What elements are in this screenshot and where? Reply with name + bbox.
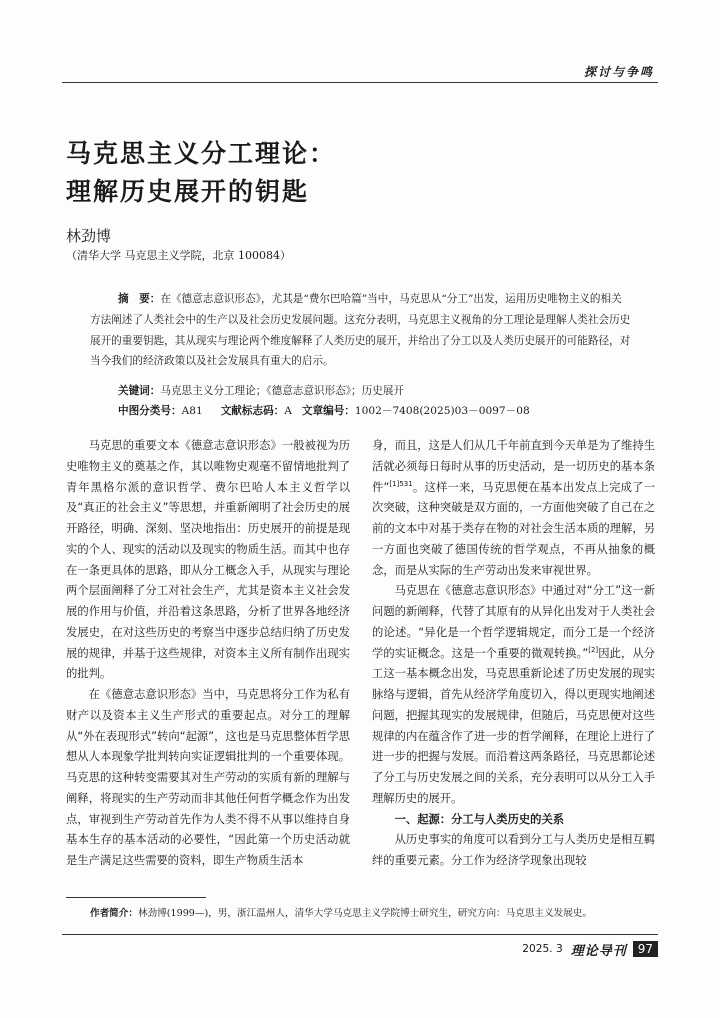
abstract-text: 在《德意志意识形态》，尤其是“费尔巴哈篇”当中，马克思从“分工”出发，运用历史唯物主义的相关方法阐述了人类社会中的生产以及社会历史发展问题。这充分表明，马克思主义视角的分工理论是理解人类社会历史展开的重要钥匙，其从现实与理论两个维度解释了人类历史的展开，并给出了分工以及人类历史展开的可能路径，对当今我们的经济政策以及社会发展具有重大的启示。 [90, 293, 631, 368]
article-number-label: 文章编号： [301, 405, 355, 417]
paragraph: 身，而且，这是人们从几千年前直到今天单是为了维持生活就必须每日每时从事的历史活动，是一切历史的基本条件”$^{[1]531}$。这样一来，马克思便在基本出发点上完成了一次突破，这种突破是双方面的，一方面他突破了自己在之前的文本中对基于类存在物的对社会生活本质的理解，另一方面也突破了德国传统的哲学观点，不再从抽象的概念，而是从实际的生产劳动出发来审视世界。 [372, 439, 655, 577]
title-line-1: 马克思主义分工理论： [66, 139, 337, 168]
clc-value: A81 [181, 405, 203, 417]
title-line-2: 理解历史展开的钥匙 [66, 177, 310, 206]
abstract-label: 摘 要： [118, 293, 161, 305]
abstract [90, 289, 632, 372]
clc-label: 中图分类号： [118, 405, 182, 417]
body-column-right [372, 436, 655, 872]
citation-ref: [1]531 [389, 479, 413, 488]
footer-rule [62, 934, 658, 935]
page-footer [522, 940, 658, 958]
section-tag: 探讨与争鸣 [583, 65, 654, 79]
footnote-text: 林劲博(1999—)，男，浙江温州人，清华大学马克思主义学院博士研究生，研究方向：马克思主义发展史。 [137, 908, 592, 919]
keywords-text: 马克思主义分工理论；《德意志意识形态》；历史展开 [160, 385, 405, 397]
paragraph: 马克思的重要文本《德意志意识形态》一般被视为历史唯物主义的奠基之作，其以唯物史观毫不留情地批判了青年黑格尔派的意识哲学、费尔巴哈人本主义哲学以及“真正的社会主义”等思想，并重新阐明了社会历史的展开路径，明确、深刻、坚决地指出：历史展开的前提是现实的个人、现实的活动以及现实的物质生活。而其中也存在一条更具体的思路，即从分工概念入手，从现实与理论两个层面阐释了分工对社会生产，尤其是资本主义社会发展的作用与价值，并沿着这条思路，分析了世界各地经济发展史，在对这些历史的考察当中逐步总结归纳了历史发展的规律，并基于这些规律，对资本主义所有制作出现实的批判。 [66, 439, 350, 681]
doc-code-label: 文献标志码： [220, 405, 285, 417]
body-column-left [66, 436, 350, 872]
classification-line [118, 403, 530, 418]
footnote-rule [66, 897, 206, 898]
author-name: 林劲博 [66, 227, 112, 245]
section-heading: 一、起源：分工与人类历史的关系 [394, 812, 565, 826]
citation-ref: [2] [588, 645, 599, 654]
paragraph: 马克思在《德意志意识形态》中通过对“分工”这一新问题的新阐释，代替了其原有的从异化出发对于人类社会的论述。“异化是一个哲学逻辑规定，而分工是一个经济学的实证概念。这是一个重要的微观转换。”[2]因此，从分工这一基本概念出发，马克思重新论述了历史发展的现实脉络与逻辑，首先从经济学角度切入，得以更现实地阐述问题，把握其现实的发展规律，但随后，马克思便对这些规律的内在蕴含作了进一步的哲学阐释，在理论上进行了进一步的把握与发展。而沿着这两条路径，马克思都论述了分工与历史发展之间的关系，充分表明可以从分工入手理解历史的展开。 [372, 584, 655, 805]
author-affiliation: （清华大学 马克思主义学院，北京 100084） [66, 249, 291, 262]
paragraph: 从历史事实的角度可以看到分工与人类历史是相互羁绊的重要元素。分工作为经济学现象出现较 [372, 833, 655, 867]
article-number-value: 1002－7408(2025)03－0097－08 [354, 405, 530, 417]
page-number: 97 [633, 941, 658, 957]
keywords [118, 383, 404, 398]
keywords-label: 关键词： [118, 385, 161, 397]
journal-name: 理论导刊 [570, 943, 627, 959]
author-bio-footnote [90, 905, 592, 919]
issue-number: 2025. 3 [522, 943, 563, 955]
footnote-label: 作者简介： [90, 908, 138, 919]
header-rule [62, 82, 658, 83]
paragraph: 在《德意志意识形态》当中，马克思将分工作为私有财产以及资本主义生产形式的重要起点。对分工的理解从“外在表现形式”转向“起源”，这也是马克思整体哲学思想从人本现象学批判转向实证逻辑批判的一个重要体现。马克思的这种转变需要其对生产劳动的实质有新的理解与阐释，将现实的生产劳动而非其他任何哲学概念作为出发点，审视到生产劳动首先作为人类不得不从事以维持自身基本生存的基本活动的必要性，“因此第一个历史活动就是生产满足这些需要的资料，即生产物质生活本 [66, 688, 350, 867]
doc-code-value: A [284, 405, 292, 417]
